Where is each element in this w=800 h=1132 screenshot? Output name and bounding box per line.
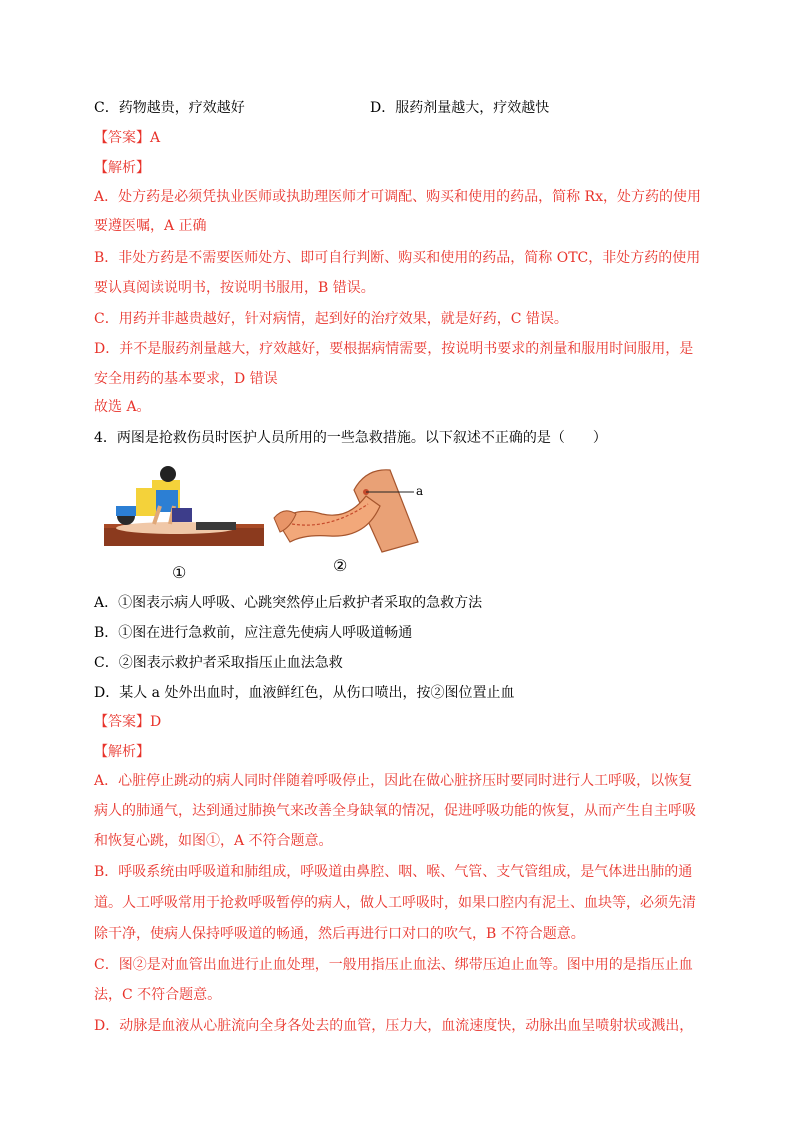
figure-2-label: ② — [333, 556, 348, 575]
q3-analysis-heading: 【解析】 — [94, 160, 150, 176]
cpr-figure — [96, 466, 266, 554]
q3-analysis-line: B．非处方药是不需要医师处方、即可自行判断、购买和使用的药品，简称 OTC，非处方药的使用 — [94, 250, 701, 266]
q4-analysis-line: A．心脏停止跳动的病人同时伴随着呼吸停止，因此在做心脏挤压时要同时进行人工呼吸，以恢复 — [94, 773, 693, 789]
q4-analysis-line: B．呼吸系统由呼吸道和肺组成，呼吸道由鼻腔、咽、喉、气管、支气管组成，是气体进出肺的通 — [94, 864, 693, 880]
q4-analysis-line: 和恢复心跳，如图①，A 不符合题意。 — [94, 833, 333, 849]
q3-analysis-line: 要认真阅读说明书，按说明书服用，B 错误。 — [94, 280, 375, 296]
q4-option-d: D．某人 a 处外出血时，血液鲜红色，从伤口喷出，按②图位置止血 — [94, 685, 515, 701]
point-a-label: a — [416, 484, 424, 498]
q4-analysis-line: 法，C 不符合题意。 — [94, 987, 222, 1003]
q4-analysis-line: 除干净，使病人保持呼吸道的畅通，然后再进行口对口的吹气，B 不符合题意。 — [94, 926, 585, 942]
q4-option-c: C．②图表示救护者采取指压止血法急救 — [94, 655, 343, 671]
q4-option-b: B．①图在进行急救前，应注意先使病人呼吸道畅通 — [94, 625, 413, 641]
q4-analysis-heading: 【解析】 — [94, 744, 150, 760]
q4-analysis-line: C．图②是对血管出血进行止血处理，一般用指压止血法、绑带压迫止血等。图中用的是指压止血 — [94, 957, 693, 973]
q3-analysis-line: 安全用药的基本要求，D 错误 — [94, 371, 278, 387]
q3-analysis-line: 要遵医嘱，A 正确 — [94, 218, 207, 234]
q4-analysis-line: 病人的肺通气，达到通过肺换气来改善全身缺氧的情况，促进呼吸功能的恢复，从而产生自主呼吸 — [94, 803, 696, 819]
figure-1-label: ① — [172, 563, 187, 582]
q3-analysis-line: C．用药并非越贵越好，针对病情，起到好的治疗效果，就是好药，C 错误。 — [94, 311, 568, 327]
pressure-figure — [270, 462, 440, 554]
q4-stem: 4．两图是抢救伤员时医护人员所用的一些急救措施。以下叙述不正确的是（ ） — [94, 430, 607, 446]
q3-option-d: D．服药剂量越大，疗效越快 — [370, 100, 550, 116]
q3-analysis-line: 故选 A。 — [94, 399, 151, 415]
q4-option-a: A．①图表示病人呼吸、心跳突然停止后救护者采取的急救方法 — [94, 595, 483, 611]
q3-option-c: C．药物越贵，疗效越好 — [94, 100, 245, 116]
q3-analysis-line: A．处方药是必须凭执业医师或执助理医师才可调配、购买和使用的药品，简称 Rx，处方药的使用 — [94, 189, 701, 205]
q3-answer: 【答案】A — [94, 130, 161, 146]
q4-analysis-line: D．动脉是血液从心脏流向全身各处去的血管，压力大，血流速度快，动脉出血呈喷射状或溅出， — [94, 1018, 694, 1034]
q4-analysis-line: 道。人工呼吸常用于抢救呼吸暂停的病人，做人工呼吸时，如果口腔内有泥土、血块等，必须先清 — [94, 895, 696, 911]
q4-answer: 【答案】D — [94, 714, 162, 730]
q3-analysis-line: D．并不是服药剂量越大，疗效越好，要根据病情需要，按说明书要求的剂量和服用时间服用，是 — [94, 341, 694, 357]
